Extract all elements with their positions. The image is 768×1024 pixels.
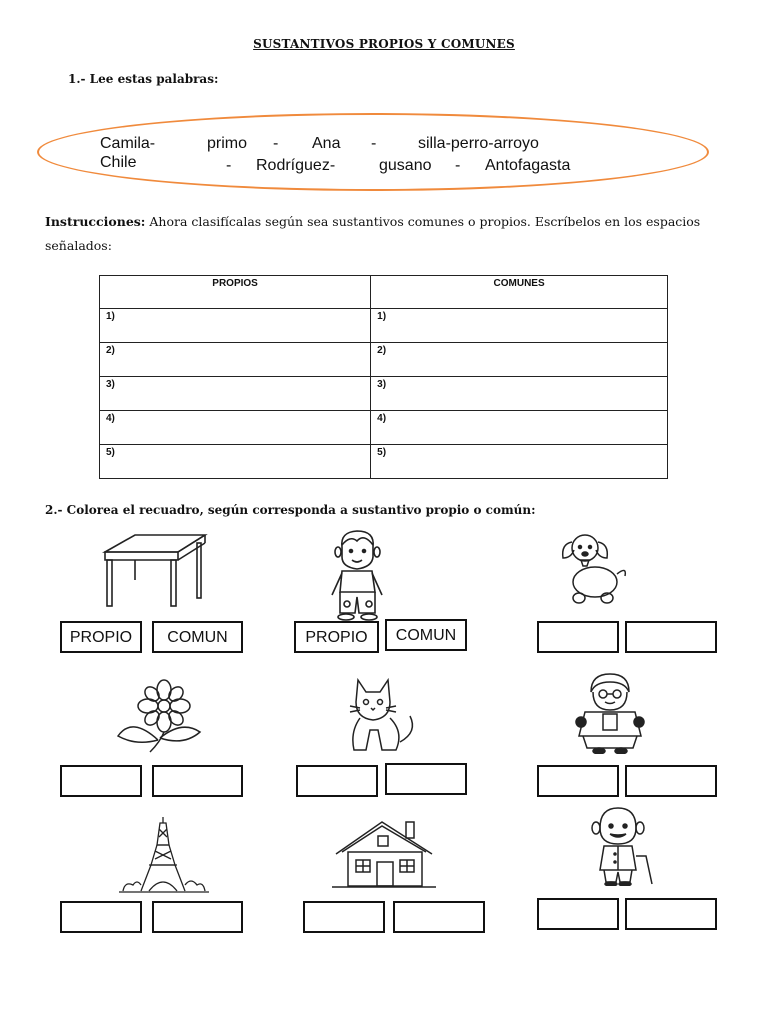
blank-box[interactable] xyxy=(303,901,385,933)
word-gusano: gusano xyxy=(379,157,432,174)
comunes-cell[interactable]: 3) xyxy=(371,377,668,411)
classification-table xyxy=(99,275,668,479)
comun-box[interactable]: COMUN xyxy=(385,619,467,651)
blank-box[interactable] xyxy=(60,765,142,797)
word-dash-3: - xyxy=(226,157,232,174)
blank-box[interactable] xyxy=(60,901,142,933)
page-title: SUSTANTIVOS PROPIOS Y COMUNES xyxy=(253,37,515,51)
table-header-comunes: COMUNES xyxy=(371,276,668,309)
blank-box[interactable] xyxy=(152,765,243,797)
comunes-cell[interactable]: 4) xyxy=(371,411,668,445)
blank-box[interactable] xyxy=(625,621,717,653)
word-dash-1: - xyxy=(273,135,279,152)
cat-picture xyxy=(320,672,420,756)
comunes-cell[interactable]: 2) xyxy=(371,343,668,377)
word-camila: Camila- xyxy=(100,135,156,152)
word-ana: Ana xyxy=(312,135,341,152)
word-dash-2: - xyxy=(371,135,377,152)
table-row xyxy=(100,343,668,377)
propio-box[interactable]: PROPIO xyxy=(60,621,142,653)
propios-cell[interactable]: 4) xyxy=(100,411,371,445)
grandmother-picture xyxy=(565,672,655,754)
word-dash-4: - xyxy=(455,157,461,174)
propio-box[interactable]: PROPIO xyxy=(294,621,379,653)
table-row xyxy=(100,411,668,445)
table-header-propios: PROPIOS xyxy=(100,276,371,309)
propios-cell[interactable]: 5) xyxy=(100,445,371,479)
word-chile: Chile xyxy=(100,154,137,171)
table-row xyxy=(100,445,668,479)
blank-box[interactable] xyxy=(537,621,619,653)
house-picture xyxy=(332,818,438,890)
blank-box[interactable] xyxy=(296,765,378,797)
blank-box[interactable] xyxy=(625,765,717,797)
section1-heading: 1.- Lee estas palabras: xyxy=(68,72,219,86)
propios-cell[interactable]: 1) xyxy=(100,309,371,343)
flower-picture xyxy=(112,676,218,754)
instructions-label: Instrucciones: xyxy=(45,214,146,229)
comunes-cell[interactable]: 5) xyxy=(371,445,668,479)
table-picture xyxy=(100,530,210,610)
blank-box[interactable] xyxy=(625,898,717,930)
dog-picture xyxy=(553,530,633,610)
word-antofagasta: Antofagasta xyxy=(485,157,571,174)
comunes-cell[interactable]: 1) xyxy=(371,309,668,343)
eiffel-tower-picture xyxy=(115,815,211,895)
word-silla-perro-arroyo: silla-perro-arroyo xyxy=(418,135,539,152)
table-row xyxy=(100,377,668,411)
instructions xyxy=(45,210,725,258)
instructions-text: Ahora clasifícalas según sea sustantivos comunes o propios. Escríbelos en los espacios señalados: xyxy=(45,214,701,253)
blank-box[interactable] xyxy=(385,763,467,795)
grandfather-picture xyxy=(578,806,660,886)
blank-box[interactable] xyxy=(537,898,619,930)
boy-picture xyxy=(320,527,395,623)
propios-cell[interactable]: 3) xyxy=(100,377,371,411)
blank-box[interactable] xyxy=(152,901,243,933)
blank-box[interactable] xyxy=(393,901,485,933)
propios-cell[interactable]: 2) xyxy=(100,343,371,377)
table-row xyxy=(100,309,668,343)
word-rodriguez: Rodríguez- xyxy=(256,157,336,174)
section2-heading: 2.- Colorea el recuadro, según corresponda a sustantivo propio o común: xyxy=(45,503,536,517)
word-primo: primo xyxy=(207,135,248,152)
blank-box[interactable] xyxy=(537,765,619,797)
comun-box[interactable]: COMUN xyxy=(152,621,243,653)
